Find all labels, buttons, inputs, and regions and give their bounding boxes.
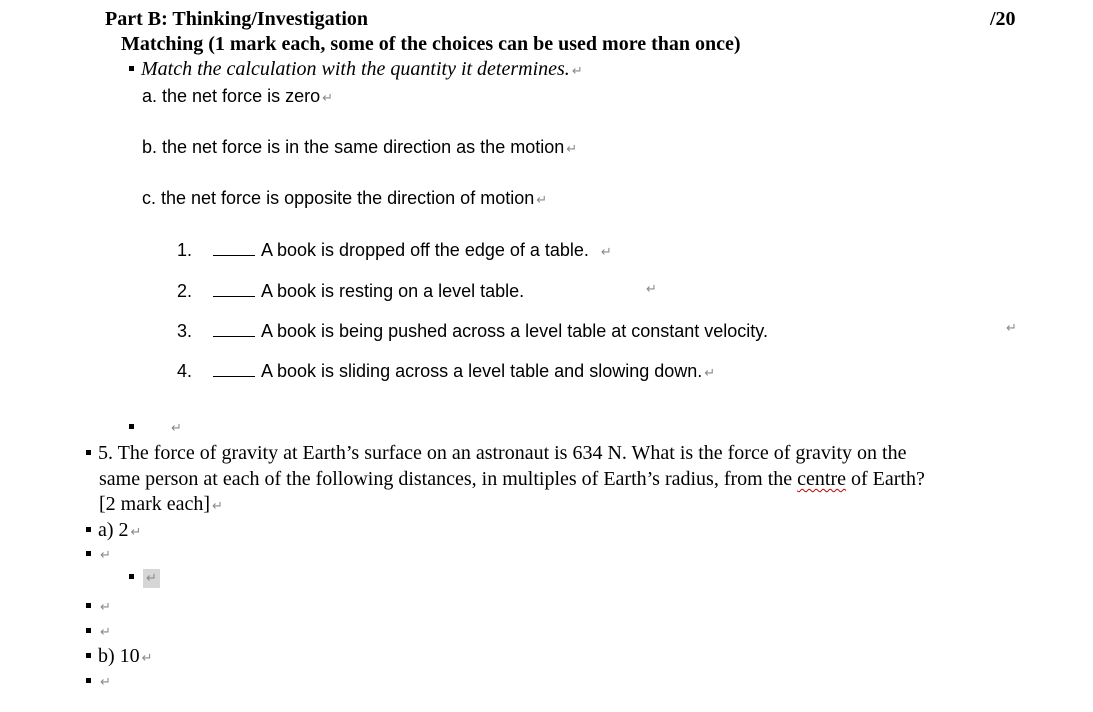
question-5-text: same person at each of the following distances, in multiples of Earth’s radius, from the [99, 468, 798, 490]
return-mark-icon: ↵ [100, 600, 111, 615]
return-mark-icon: ↵ [704, 366, 716, 381]
item-text: A book is being pushed across a level table at constant velocity. [261, 321, 768, 341]
answer-blank[interactable] [213, 280, 255, 297]
return-mark-icon: ↵ [1006, 321, 1017, 336]
item-text: A book is resting on a level table. [261, 281, 525, 301]
item-number: 3. [177, 321, 193, 341]
matching-instruction [129, 58, 583, 81]
return-mark-icon: ↵ [322, 91, 333, 106]
answer-blank[interactable] [213, 360, 255, 377]
choice-a-text: a. the net force is zero [142, 86, 321, 106]
bullet-icon [86, 603, 91, 608]
choice-c [142, 188, 547, 209]
return-mark-icon: ↵ [536, 193, 548, 208]
matching-item [177, 360, 715, 382]
bullet-icon [129, 574, 134, 579]
choice-b [142, 137, 577, 158]
bullet-icon [86, 678, 91, 683]
part-b [86, 645, 153, 668]
question-5-text: of Earth? [846, 468, 925, 490]
bullet-icon [86, 450, 91, 455]
choice-c-text: c. the net force is opposite the direction of motion [142, 188, 535, 208]
return-mark-icon: ↵ [646, 282, 657, 297]
part-a [86, 519, 141, 542]
empty-bullet-line [86, 598, 111, 616]
bullet-icon [86, 527, 91, 532]
spellcheck-word: centre [797, 468, 847, 490]
section-title: Part B: Thinking/Investigation [105, 8, 369, 30]
return-mark-icon: ↵ [100, 675, 111, 690]
bullet-icon [86, 653, 91, 658]
item-number: 2. [177, 281, 193, 301]
bullet-icon [129, 424, 134, 429]
empty-bullet-line [86, 623, 111, 641]
choice-a [142, 86, 333, 107]
instruction-text: Match the calculation with the quantity it determines. [141, 58, 570, 80]
return-mark-icon: ↵ [212, 499, 223, 514]
return-mark-icon: ↵ [571, 64, 583, 79]
return-mark-icon: ↵ [100, 548, 111, 563]
answer-blank[interactable] [213, 320, 255, 337]
answer-blank[interactable] [213, 239, 255, 256]
item-text: A book is dropped off the edge of a table. [261, 240, 589, 260]
section-score: /20 [990, 8, 1016, 30]
question-5-line-3 [99, 493, 223, 516]
item-number: 1. [177, 240, 193, 260]
matching-item [177, 320, 768, 342]
item-number: 4. [177, 361, 193, 381]
part-b-text: b) 10 [98, 645, 140, 667]
return-mark-icon: ↵ [141, 651, 153, 666]
return-mark-icon: ↵ [171, 421, 182, 436]
empty-bullet-line [129, 419, 182, 437]
return-mark-icon: ↵ [100, 625, 111, 640]
return-mark-icon: ↵ [143, 569, 160, 588]
item-text: A book is sliding across a level table and slowing down. [261, 361, 703, 381]
question-5-line-1 [86, 442, 906, 465]
matching-heading: Matching (1 mark each, some of the choices can be used more than once) [121, 33, 741, 55]
bullet-icon [86, 551, 91, 556]
question-5-text: 5. The force of gravity at Earth’s surface on an astronaut is 634 N. What is the force of gravity on the [98, 442, 907, 464]
bullet-icon [129, 66, 134, 71]
empty-bullet-line [86, 546, 111, 564]
empty-bullet-line-selected[interactable] [129, 569, 160, 587]
matching-item [177, 239, 612, 261]
choice-b-text: b. the net force is in the same direction as the motion [142, 137, 565, 157]
question-5-line-2 [99, 468, 925, 491]
empty-bullet-line [86, 673, 111, 691]
marks-note: [2 mark each] [99, 493, 211, 515]
return-mark-icon: ↵ [600, 245, 612, 260]
return-mark-icon: ↵ [130, 525, 142, 540]
bullet-icon [86, 628, 91, 633]
matching-item [177, 280, 524, 302]
part-a-text: a) 2 [98, 519, 129, 541]
return-mark-icon: ↵ [566, 142, 578, 157]
